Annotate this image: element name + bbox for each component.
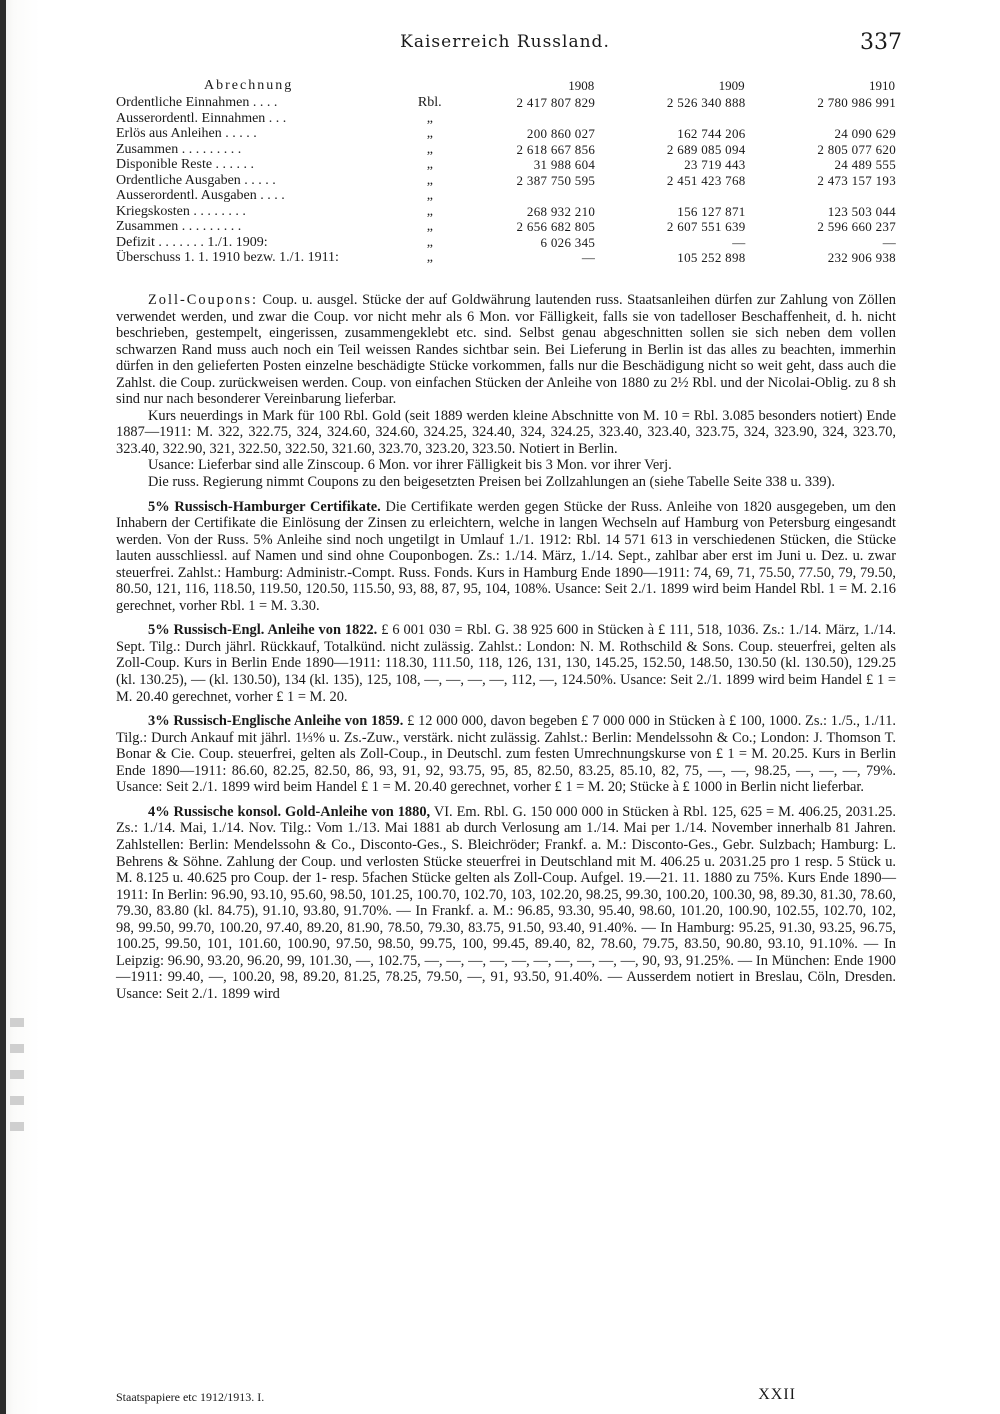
section-heading: 5% Russisch-Engl. Anleihe von 1822. <box>148 622 378 639</box>
paragraph-zoll-coupons <box>116 292 896 408</box>
table-row <box>116 126 896 142</box>
row-value: 2 387 750 595 <box>516 172 596 188</box>
section-text: £ 12 000 000, davon begeben £ 7 000 000 in Stücken à £ 100, 1000. Zs.: 1./5., 1./11. Tilg.: Durch Ankauf mit jährl. 1⅓% u. Zs.-Zuw., verstärk. nicht zulässig. Zahlst.: Berlin: Mendelssohn & Co.; London: J. Thomson T. Bonar & Cie. Coup. steuerfrei, gelten als Zoll-Coup., in Deutschl. zum festen Umrechnungskurse von £ 1 = M. 20.25. Kurs in Berlin Ende 1890—1911: 86.60, 82.25, 82.50, 86, 93, 91, 92, 93.75, 95, 85, 82.50, 83.25, 85.10, 82, 75, —, —, 98.25, —, —, —, 79%. Usance: Seit 2./1. 1899 wird beim Handel £ 1 = M. 20.40 gerechnet, vorher £ 1 = M. 20; Stücke à £ 1000 in Berlin nicht lieferbar. <box>116 713 896 796</box>
section-hamburger-certifikate <box>116 499 896 615</box>
row-value <box>445 111 595 127</box>
row-value: 24 489 555 <box>834 157 896 172</box>
row-value: 2 656 682 805 <box>516 219 596 234</box>
paragraph-heading: Zoll-Coupons: <box>148 292 258 308</box>
row-unit: Rbl. <box>417 95 442 110</box>
row-value: 123 503 044 <box>827 203 896 219</box>
row-value: 156 127 871 <box>677 203 746 219</box>
row-label: Kriegskosten . . . . . . . . <box>116 203 246 219</box>
row-value: 200 860 027 <box>526 126 596 141</box>
section-gold-anleihe-1880 <box>116 804 896 1003</box>
table-row <box>116 157 896 173</box>
row-label: Ordentliche Einnahmen . . . . <box>116 95 278 110</box>
section-text: £ 6 001 030 = Rbl. G. 38 925 600 in Stücken à £ 111, 518, 1036. Zs.: 1./14. März, 1./14. Sept. Tilg.: Durch jährl. Rückkauf, Totalkünd. nicht zulässig. Zahlst.: London: N. M. Rothschild & Sons. Coup. steuerfrei, gelten als Zoll-Coup. Kurs in Berlin Ende 1890—1911: 118.30, 111.50, 118, 126, 131, 130, 145.25, 152.50, 148.50, 130.50 (kl. 130.50), 129.25 (kl. 130.25), — (kl. 130.50), 134 (kl. 135), 125, 108, —, —, —, —, 112, —, 124.50%. Usance: Seit 2./1. 1899 wird beim Handel £ 1 = M. 20.40 gerechnet, vorher £ 1 = M. 20. <box>116 622 896 705</box>
row-value: 2 451 423 768 <box>666 172 746 188</box>
facing-page-bleed <box>10 1018 40 1158</box>
page-header <box>110 30 900 58</box>
row-value: 2 607 551 639 <box>666 219 746 234</box>
row-value: 2 417 807 829 <box>516 95 596 110</box>
table-row <box>116 111 896 127</box>
table-row <box>116 95 896 111</box>
row-value <box>746 111 896 127</box>
row-value: 2 805 077 620 <box>817 141 896 157</box>
row-label: Ausserordentl. Einnahmen . . . <box>116 110 287 126</box>
row-unit: „ <box>426 188 433 203</box>
signature-mark: XXII <box>758 1386 796 1403</box>
table-row <box>116 188 896 204</box>
section-engl-anleihe-1859 <box>116 713 896 796</box>
table-row <box>116 142 896 158</box>
budget-header-label: Abrechnung <box>204 77 294 93</box>
row-unit: „ <box>426 141 433 157</box>
row-value: 162 744 206 <box>677 126 746 141</box>
row-value <box>445 188 595 204</box>
row-unit: „ <box>426 110 433 126</box>
row-value: 2 689 085 094 <box>666 141 746 157</box>
table-row <box>116 219 896 235</box>
budget-table-header <box>116 76 896 95</box>
year-header: 1908 <box>568 77 595 93</box>
paragraph: Die russ. Regierung nimmt Coupons zu den beigesetzten Preisen bei Zollzahlungen an (siehe Tabelle Seite 338 u. 339). <box>148 474 835 491</box>
table-row <box>116 250 896 266</box>
row-value: 2 473 157 193 <box>817 172 896 188</box>
row-value: 31 988 604 <box>533 157 596 172</box>
section-text: VI. Em. Rbl. G. 150 000 000 in Stücken à Rbl. 125, 625 = M. 406.25, 2031.25. Zs.: 1./14. Mai, 1./14. Nov. Tilg.: Vom 1./13. Mai 1881 ab durch Verlosung am 1./14. Mai per 1./14. November innerhalb 81 Jahren. Zahlstellen: Berlin: Mendelssohn & Co., Disconto-Ges., S. Bleichröder; Frankf. a. M.: Disconto-Ges., Gebr. Sulzbach; Hamburg: L. Behrens & Söhne. Zahlung der Coup. und verlosten Stücke steuerfrei in Deutschland mit M. 406.25 u. 2031.25 pro 1 resp. 5 Stück u. M. 8.125 u. 40.625 pro Coup. der 1- resp. 5fachen Stücke gelten als Zoll-Coup. Aufgel. 19.—21. 11. 1880 zu 75%. Kurs Ende 1890—1911: In Berlin: 96.90, 93.10, 95.60, 98.50, 101.25, 100.70, 102.70, 103, 102.20, 98.25, 99.30, 100.20, 100.30, 98, 89.30, 81.30, 78.60, 79.30, 83.80 (kl. 84.75), 91.10, 93.80, 91.70%. — In Frankf. a. M.: 96.85, 93.30, 95.40, 98.60, 101.20, 100.90, 102.55, 102.70, 102, 98, 99.50, 99.70, 100.20, 97.40, 89.20, 81.90, 78.50, 79.30, 83.75, 91.50, 93.40, 91.40%. — In Hamburg: 95.25, 91.30, 93.25, 96.75, 100.25, 99.50, 101, 101.60, 100.90, 97.50, 98.50, 99.75, 100, 99.45, 89.40, 82, 78.60, 79.75, 83.50, 90.80, 93.10, 91.10%. — In Leipzig: 96.90, 93.20, 96.20, 99, 101.30, —, 102.75, —, —, —, —, —, —, —, —, —, —, 90, 93, 91.25%. — In München: Ende 1900—1911: 99.40, —, 100.20, 98, 89.20, 81.25, 78.25, 79.50, —, 91, 93.50, 91.40%. — Ausserdem notiert in Breslau, Cöln, Dresden. Usance: Seit 2./1. 1899 wird <box>116 803 896 1002</box>
row-label: Erlös aus Anleihen . . . . . <box>116 126 257 141</box>
budget-table <box>116 76 896 266</box>
row-value: — <box>581 250 596 265</box>
row-value: 2 596 660 237 <box>817 219 896 234</box>
row-label: Ausserordentl. Ausgaben . . . . <box>116 188 285 203</box>
row-unit: „ <box>426 157 433 172</box>
row-unit: „ <box>426 126 433 141</box>
row-unit: „ <box>426 219 433 234</box>
table-row <box>116 204 896 220</box>
row-label: Überschuss 1. 1. 1910 bezw. 1./1. 1911: <box>116 250 339 265</box>
row-label: Ordentliche Ausgaben . . . . . <box>116 172 276 188</box>
page-number: 337 <box>860 30 902 55</box>
row-value: 232 906 938 <box>827 250 896 265</box>
footer-imprint: Staatspapiere etc 1912/1913. I. <box>116 1390 265 1404</box>
running-title: Kaiserreich Russland. <box>400 32 610 52</box>
section-text: Die Certifikate werden gegen Stücke der Russ. Anleihe von 1820 ausgegeben, um den Inhabern der Certifikate die Einlösung der Zinsen zu erleichtern, welche in langen Wechseln auf Hamburg von Petersburg eingesandt werden. Von der Russ. 5% Anleihe sind noch ungetilgt in Umlauf 1./1. 1912: Rbl. 14 571 613 in verschiedenen Stücken, die Stücke lauten ausschliessl. auf Namen und sind ohne Couponbogen. Zs.: 1./14. März, 1./14. Sept., zahlbar aber erst im Juni u. Dez. u. zwar steuerfrei. Zahlst.: Hamburg: Administr.-Compt. Russ. Fonds. Kurs in Hamburg Ende 1890—1911: 74, 69, 71, 75.50, 77.50, 79, 79.50, 80.50, 121, 116, 118.50, 119.50, 120.50, 115.50, 93, 88, 87, 95, 104, 108%. Usance: Seit 2./1. 1899 wird beim Handel Rbl. 1 = M. 2.16 gerechnet, vorher Rbl. 1 = M. 3.30. <box>116 498 896 614</box>
row-unit: „ <box>426 250 433 265</box>
table-row <box>116 173 896 189</box>
row-value: — <box>732 234 746 250</box>
row-label: Disponible Reste . . . . . . <box>116 157 255 172</box>
section-heading: 3% Russisch-Englische Anleihe von 1859. <box>148 713 404 730</box>
row-unit: „ <box>426 234 433 250</box>
section-heading: 4% Russische konsol. Gold-Anleihe von 1880, <box>148 803 431 820</box>
year-header: 1909 <box>718 77 745 93</box>
row-value: 23 719 443 <box>684 157 746 172</box>
row-value: 105 252 898 <box>677 250 746 265</box>
row-unit: „ <box>426 172 433 188</box>
row-value: 2 526 340 888 <box>666 95 746 110</box>
paragraph: Kurs neuerdings in Mark für 100 Rbl. Gold (seit 1889 werden kleine Abschnitte von M. 10 = Rbl. 3.085 besonders notiert) Ende 1887—1911: M. 322, 322.75, 324, 324.60, 324.60, 324.25, 324.40, 324, 324.25, 323.40, 323.40, 323.75, 324, 323.90, 324, 323.70, 323.40, 322.90, 321, 322.50, 322.50, 321.60, 323.70, 323.20, 323.50. Notiert in Berlin. <box>116 407 896 457</box>
row-label: Zusammen . . . . . . . . . <box>116 219 242 234</box>
page-footer <box>116 1386 896 1408</box>
row-value: 2 780 986 991 <box>817 95 896 110</box>
year-header: 1910 <box>869 77 895 93</box>
body-text <box>116 292 896 1002</box>
row-value: 268 932 210 <box>526 203 596 219</box>
row-label: Zusammen . . . . . . . . . <box>116 141 242 157</box>
paragraph: Usance: Lieferbar sind alle Zinscoup. 6 Mon. vor ihrer Fälligkeit bis 3 Mon. vor ihrer Verj. <box>148 457 672 474</box>
section-heading: 5% Russisch-Hamburger Certifikate. <box>148 498 381 515</box>
row-value: 24 090 629 <box>834 126 896 141</box>
row-value <box>595 111 745 127</box>
row-value: — <box>882 234 896 250</box>
row-unit: „ <box>426 203 433 219</box>
row-value <box>746 188 896 204</box>
row-value: 6 026 345 <box>540 234 596 250</box>
row-value <box>595 188 745 204</box>
table-row <box>116 235 896 251</box>
row-label: Defizit . . . . . . . 1./1. 1909: <box>116 234 268 250</box>
paragraph-text: Coup. u. ausgel. Stücke der auf Goldwährung lautenden russ. Staatsanleihen dürfen zur Zahlung von Zöllen verwendet werden, und zwar die Coup. vor nicht mehr als 6 Mon. vor Fälligkeit, falls sie von tadelloser Beschaffenheit, d. h. nicht beschrieben, gestempelt, eingerissen, zusammengeklebt etc. sind. Selbst genau abgeschnitten sollen sie sich neben dem vollen schwarzen Rand muss auch noch ein Teil weissen Randes sichtbar sein. Bei Lieferung in Berlin ist das alles zu beachten, immerhin dürfen in den gelieferten Posten einzelne beschädigte Stücke vorkommen, falls nur die Beschädigung nicht so weit geht, dass auch die Zahlst. die Coup. zurückweisen werden. Coup. von einfachen Stücken der Anleihe von 1880 zu 2½ Rbl. und der Nicolai-Oblig. zu 8 sh sind nur nach besonderer Vereinbarung lieferbar. <box>116 292 896 408</box>
section-engl-anleihe-1822 <box>116 622 896 705</box>
row-value: 2 618 667 856 <box>516 141 596 157</box>
